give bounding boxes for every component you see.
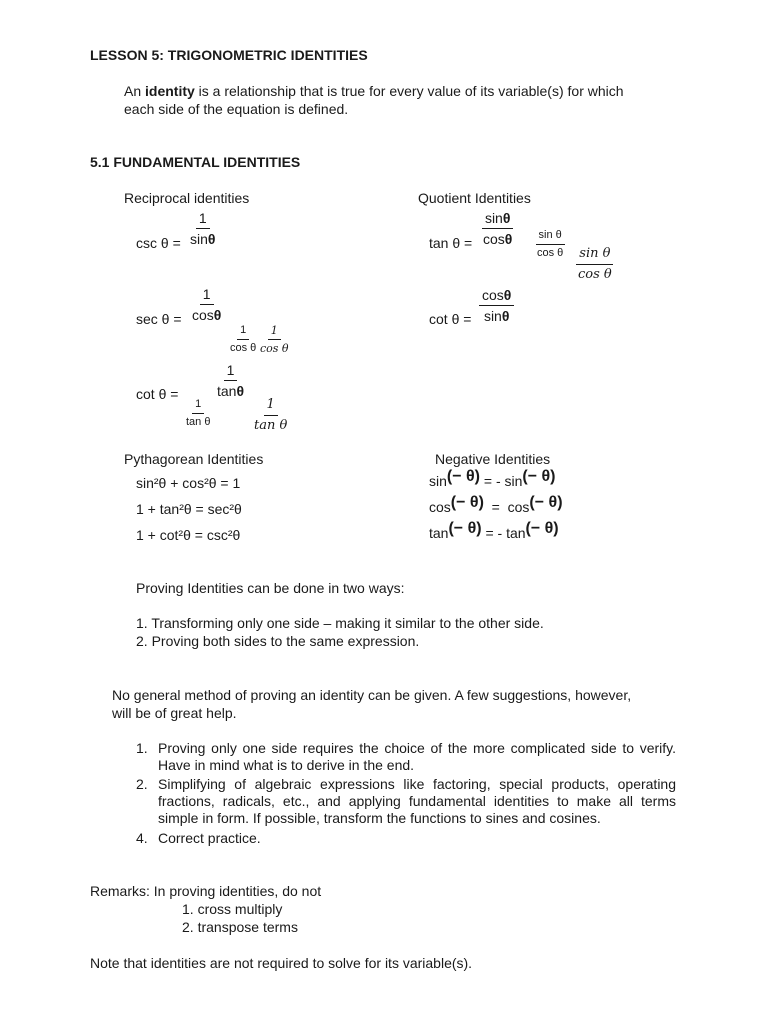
csc-label: csc θ =	[136, 235, 181, 251]
identity-term: identity	[145, 83, 195, 99]
negative-identity-tan: tan(− θ) = - tan(− θ)	[429, 520, 559, 541]
suggestion-text-2: Simplifying of algebraic expressions like factoring, special products, operating fractions, radicals, etc., and applying fundamental identities to make all terms simple in form. If possible, transform the functions to sines and cosines.	[158, 776, 676, 826]
section-title: 5.1 FUNDAMENTAL IDENTITIES	[90, 154, 301, 170]
cot-recip-label: cot θ =	[136, 386, 179, 402]
negative-identity-cos: cos(− θ) = cos(− θ)	[429, 494, 563, 515]
sec-fraction: $\frac{1}{\cos\theta}$	[192, 286, 222, 323]
sec-label: sec θ =	[136, 311, 182, 327]
closing-note: Note that identities are not required to solve for its variable(s).	[90, 955, 473, 971]
intro-line-2: each side of the equation is defined.	[124, 101, 349, 117]
cot-extra-fraction-2: $\frac{1}{\text{tan θ}}$	[254, 397, 288, 433]
reciprocal-heading: Reciprocal identities	[124, 190, 250, 206]
general-line-1: No general method of proving an identity can be given. A few suggestions, however,	[112, 687, 632, 703]
negative-heading: Negative Identities	[435, 451, 551, 467]
negative-identity-sin: sin(− θ) = - sin(− θ)	[429, 468, 556, 489]
lesson-title: LESSON 5: TRIGONOMETRIC IDENTITIES	[90, 47, 368, 63]
remark-item-1: 1. cross multiply	[182, 901, 283, 917]
remarks-intro: Remarks: In proving identities, do not	[90, 883, 322, 899]
sec-extra-fraction-1: $\frac{1}{\text{cos θ}}$	[230, 324, 257, 354]
pythagorean-identity-3: 1 + cot²θ = csc²θ	[136, 527, 241, 543]
cot-quot-label: cot θ =	[429, 311, 472, 327]
pythagorean-identity-1: sin²θ + cos²θ = 1	[136, 475, 241, 491]
cot-recip-fraction: $\frac{1}{\tan\theta}$	[217, 362, 245, 399]
general-line-2: will be of great help.	[112, 705, 237, 721]
cot-extra-fraction-1: $\frac{1}{\text{tan θ}}$	[186, 398, 211, 428]
quotient-heading: Quotient Identities	[418, 190, 531, 206]
proving-way-2: 2. Proving both sides to the same expression.	[136, 633, 420, 649]
pythagorean-identity-2: 1 + tan²θ = sec²θ	[136, 501, 242, 517]
cot-quot-fraction: $\frac{\cos\theta}{\sin\theta}$	[479, 287, 514, 324]
suggestion-text-1: Proving only one side requires the choice of the more complicated side to verify. Have in mind what is to derive in the end.	[158, 740, 676, 773]
csc-fraction: $\frac{1}{\sin\theta}$	[190, 210, 216, 247]
remark-item-2: 2. transpose terms	[182, 919, 298, 935]
proving-way-1: 1. Transforming only one side – making it similar to the other side.	[136, 615, 544, 631]
sec-extra-fraction-2: $\frac{1}{\text{cos θ}}$	[260, 324, 289, 355]
suggestion-number-1: 1.	[136, 740, 148, 756]
suggestion-number-4: 4.	[136, 830, 148, 846]
tan-label: tan θ =	[429, 235, 473, 251]
tan-extra-fraction-2: $\frac{\text{sin θ}}{\text{cos θ}}$	[578, 246, 612, 282]
intro-line-1: An identity is a relationship that is true for every value of its variable(s) for which	[124, 83, 624, 99]
suggestion-text-4: Correct practice.	[158, 830, 261, 846]
proving-heading: Proving Identities can be done in two ways:	[136, 580, 405, 596]
tan-extra-fraction-1: $\frac{\text{sin θ}}{\text{cos θ}}$	[537, 229, 564, 259]
pythagorean-heading: Pythagorean Identities	[124, 451, 264, 467]
tan-fraction: $\frac{\sin\theta}{\cos\theta}$	[483, 210, 513, 247]
suggestion-number-2: 2.	[136, 776, 148, 792]
